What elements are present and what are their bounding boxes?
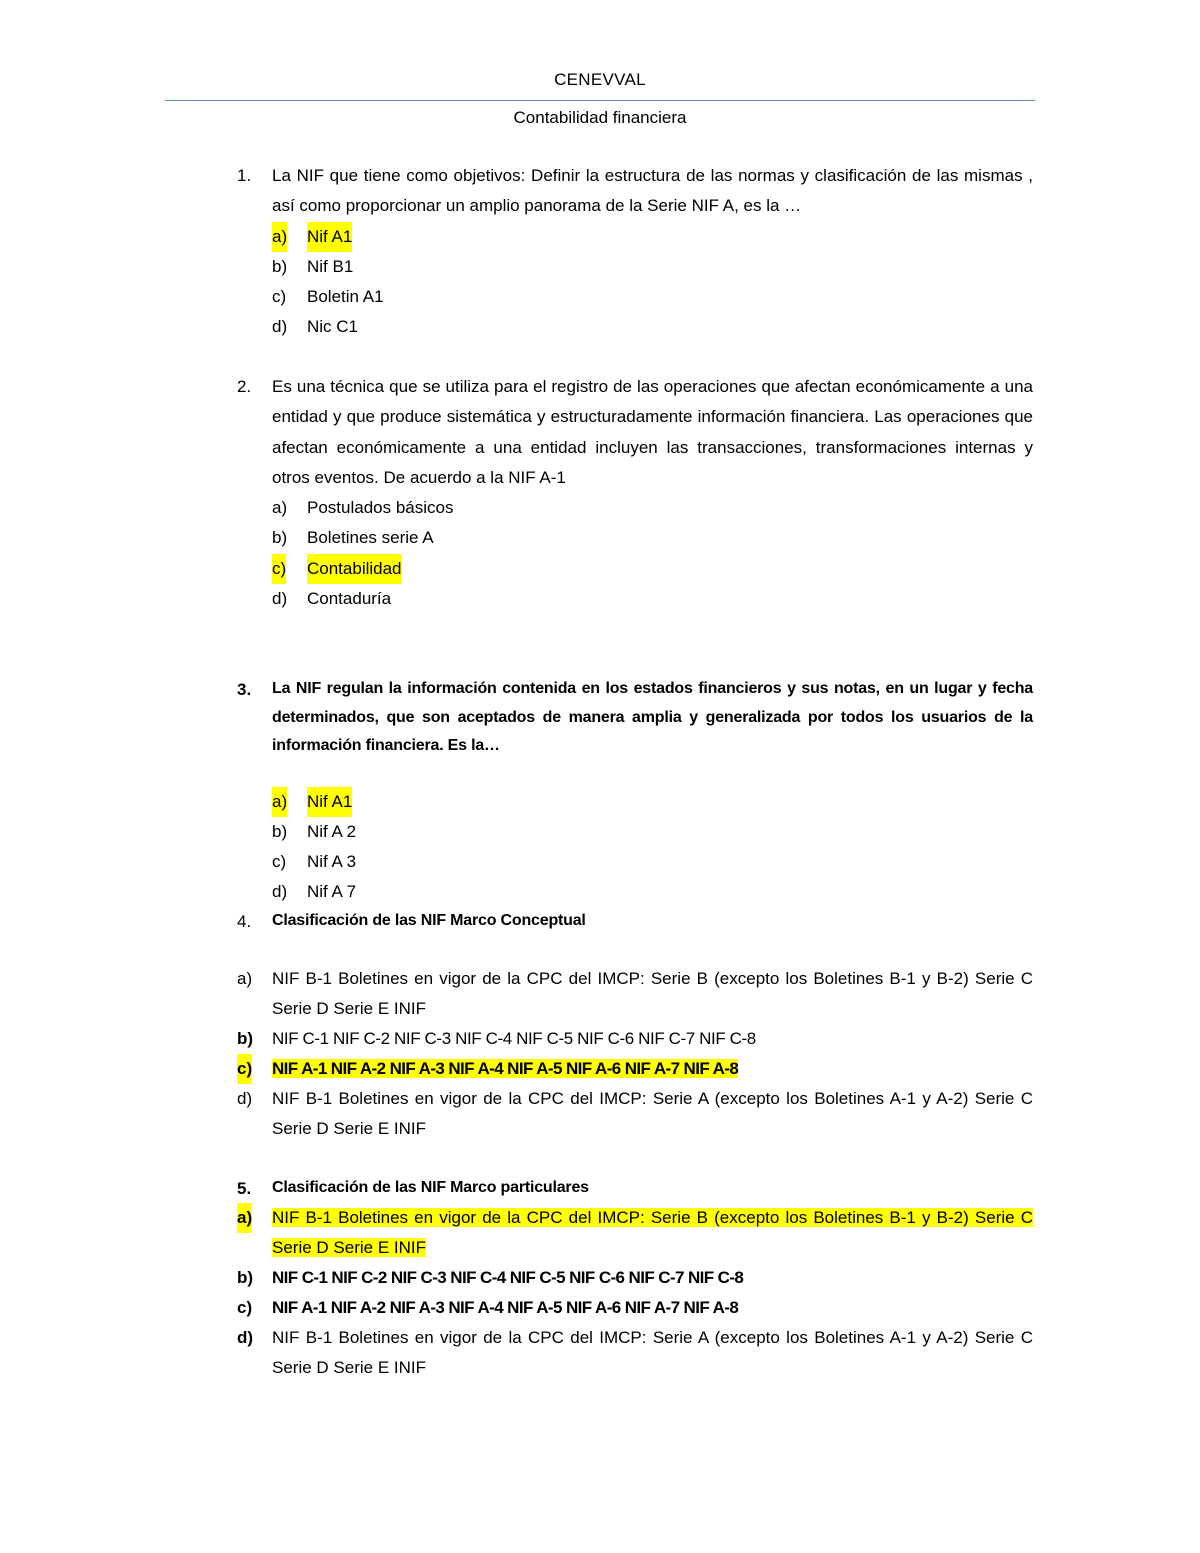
option-letter: a)	[237, 968, 253, 988]
options-list	[237, 1203, 1033, 1383]
option-letter: c)	[237, 1297, 253, 1317]
option-letter: c)	[272, 554, 286, 584]
option-text: Nif A1	[307, 787, 352, 817]
option-letter: d)	[237, 1327, 254, 1347]
question-text: Clasificación de las NIF Marco particulares	[272, 1179, 589, 1196]
option-c[interactable]	[237, 1054, 1033, 1084]
option-text: NIF A-1 NIF A-2 NIF A-3 NIF A-4 NIF A-5 NIF A-6 NIF A-7 NIF A-8	[272, 1297, 739, 1317]
option-d[interactable]	[272, 877, 1033, 907]
question-3	[237, 675, 1033, 908]
options-list	[272, 222, 1033, 343]
option-letter: c)	[272, 852, 287, 872]
option-b[interactable]	[272, 523, 1033, 553]
option-text-wrap	[272, 1054, 1033, 1084]
option-b[interactable]	[272, 817, 1033, 847]
option-d[interactable]	[237, 1323, 1033, 1383]
question-number: 2.	[237, 377, 252, 396]
option-d[interactable]	[237, 1084, 1033, 1144]
option-text: Nif A 7	[307, 882, 357, 902]
option-c[interactable]	[272, 554, 1033, 584]
option-letter: d)	[272, 317, 288, 337]
question-number: 3.	[237, 680, 252, 699]
option-text: Postulados básicos	[307, 498, 454, 518]
option-c[interactable]	[237, 1293, 1033, 1323]
option-letter: a)	[272, 787, 287, 817]
option-letter: b)	[237, 1267, 254, 1287]
option-c[interactable]	[272, 847, 1033, 877]
option-text: Contaduría	[307, 589, 392, 609]
option-text: Boletin A1	[307, 287, 384, 307]
option-a[interactable]	[272, 222, 1033, 252]
option-b[interactable]	[237, 1024, 1033, 1054]
option-letter: d)	[237, 1088, 253, 1108]
option-text: Nif A1	[307, 222, 352, 252]
option-letter: b)	[272, 821, 288, 841]
option-text: NIF B-1 Boletines en vigor de la CPC del IMCP: Serie A (excepto los Boletines A-1 y A-2) Serie C Serie D Serie E INIF	[272, 1088, 1033, 1138]
option-b[interactable]	[237, 1263, 1033, 1293]
option-text: NIF C-1 NIF C-2 NIF C-3 NIF C-4 NIF C-5 NIF C-6 NIF C-7 NIF C-8	[272, 1267, 744, 1287]
question-text: La NIF regulan la información contenida en los estados financieros y sus notas, en un lugar y fecha determinados, que son aceptados de manera amplia y generalizada por todos los usuarios de la información financiera. Es la…	[272, 680, 1033, 754]
option-b[interactable]	[272, 252, 1033, 282]
option-letter: a)	[272, 498, 288, 518]
question-text: Es una técnica que se utiliza para el registro de las operaciones que afectan económicamente a una entidad y que produce sistemática y estructuradamente información financiera. Las operaciones que afectan económicamente a una entidad incluyen las transacciones, transformaciones internas y otros eventos. De acuerdo a la NIF A-1	[272, 377, 1033, 487]
document-title: Contabilidad financiera	[513, 108, 687, 127]
question-number: 5.	[237, 1179, 252, 1198]
options-list	[237, 964, 1033, 1144]
option-text: Nic C1	[307, 317, 359, 337]
option-text: Boletines serie A	[307, 528, 434, 548]
options-list	[272, 787, 1033, 908]
option-letter: b)	[237, 1028, 254, 1048]
option-text: Nif A 2	[307, 821, 357, 841]
option-letter: d)	[272, 589, 288, 609]
option-letter: c)	[272, 287, 287, 307]
option-d[interactable]	[272, 584, 1033, 614]
option-letter: b)	[272, 256, 288, 276]
option-letter: a)	[272, 222, 287, 252]
header-rule	[165, 100, 1035, 101]
option-text: Nif B1	[307, 256, 354, 276]
option-letter: d)	[272, 882, 288, 902]
option-letter: b)	[272, 528, 288, 548]
question-5	[237, 1174, 1033, 1383]
option-text: Nif A 3	[307, 852, 357, 872]
option-text: Contabilidad	[307, 554, 402, 584]
option-a[interactable]	[272, 787, 1033, 817]
question-number: 1.	[237, 166, 252, 185]
question-text: La NIF que tiene como objetivos: Definir la estructura de las normas y clasificación de las mismas , así como proporcionar un amplio panorama de la Serie NIF A, es la …	[272, 166, 1033, 216]
option-letter: c)	[237, 1054, 252, 1084]
option-c[interactable]	[272, 282, 1033, 312]
option-letter: a)	[237, 1203, 252, 1233]
option-a[interactable]	[237, 1203, 1033, 1263]
option-d[interactable]	[272, 312, 1033, 342]
option-text: NIF C-1 NIF C-2 NIF C-3 NIF C-4 NIF C-5 NIF C-6 NIF C-7 NIF C-8	[272, 1028, 756, 1048]
question-2	[237, 372, 1033, 614]
option-text-wrap	[272, 1203, 1033, 1263]
question-text: Clasificación de las NIF Marco Conceptual	[272, 912, 586, 929]
page-header: CENEVVAL	[554, 70, 646, 89]
options-list	[272, 493, 1033, 614]
question-1	[237, 161, 1033, 343]
option-text: NIF B-1 Boletines en vigor de la CPC del IMCP: Serie B (excepto los Boletines B-1 y B-2) Serie C Serie D Serie E INIF	[272, 1207, 1033, 1257]
option-text: NIF B-1 Boletines en vigor de la CPC del IMCP: Serie A (excepto los Boletines A-1 y A-2) Serie C Serie D Serie E INIF	[272, 1327, 1033, 1377]
question-4	[237, 907, 1033, 1144]
question-number: 4.	[237, 912, 252, 931]
option-a[interactable]	[237, 964, 1033, 1024]
option-a[interactable]	[272, 493, 1033, 523]
option-text: NIF A-1 NIF A-2 NIF A-3 NIF A-4 NIF A-5 NIF A-6 NIF A-7 NIF A-8	[272, 1058, 739, 1078]
option-text: NIF B-1 Boletines en vigor de la CPC del IMCP: Serie B (excepto los Boletines B-1 y B-2) Serie C Serie D Serie E INIF	[272, 968, 1033, 1018]
